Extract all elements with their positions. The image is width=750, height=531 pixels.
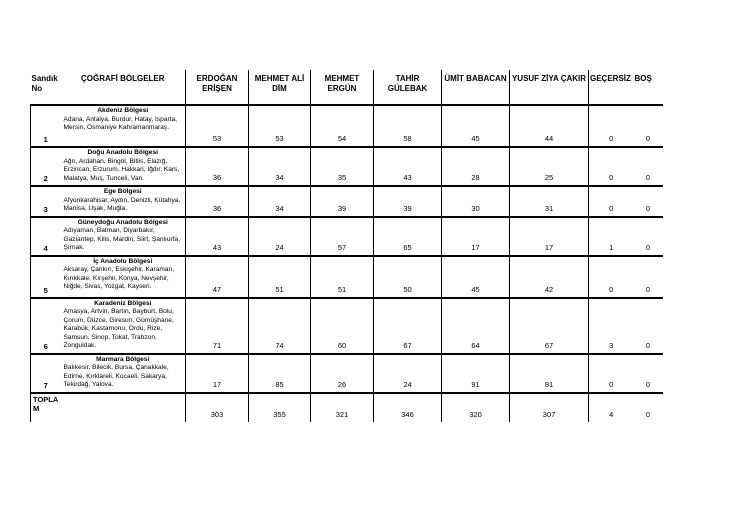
sandik-no-cell: 5 xyxy=(31,256,61,298)
header-cell-candidate-3: MEHMET ERGÜN xyxy=(311,70,374,105)
total-value-cell: 303 xyxy=(186,393,249,422)
gecersiz-value-cell: 0 xyxy=(589,354,634,393)
gecersiz-value-cell: 0 xyxy=(589,105,634,147)
vote-value-cell: 53 xyxy=(186,105,249,147)
vote-results-sheet xyxy=(30,70,663,422)
bos-value-cell: 0 xyxy=(634,105,663,147)
vote-value-cell: 44 xyxy=(510,105,589,147)
sandik-label-line2: No xyxy=(31,84,43,93)
vote-value-cell: 67 xyxy=(510,298,589,354)
region-cities: Ağrı, Ardahan, Bingöl, Bitlis, Elazığ, Erzincan, Erzurum, Hakkari, Iğdır, Kars, Malatya, Muş, Tunceli, Van. xyxy=(63,157,180,182)
sandik-no-cell: 2 xyxy=(31,147,61,186)
vote-value-cell: 53 xyxy=(249,105,311,147)
vote-value-cell: 39 xyxy=(374,186,442,217)
header-cell-gecersiz: GEÇERSİZ xyxy=(589,70,634,105)
table-row-region-7 xyxy=(31,354,663,393)
total-label: TOPLAM xyxy=(31,393,61,422)
sandik-no-cell: 3 xyxy=(31,186,61,217)
vote-value-cell: 91 xyxy=(442,354,510,393)
region-cities: Afyonkarahisar, Aydın, Denizli, Kütahya, Manisa, Uşak, Muğla. xyxy=(63,196,181,212)
header-cell-bos: BOŞ xyxy=(634,70,663,105)
vote-value-cell: 65 xyxy=(374,217,442,256)
sandik-no-cell: 1 xyxy=(31,105,61,147)
vote-value-cell: 58 xyxy=(374,105,442,147)
bos-value-cell: 0 xyxy=(634,186,663,217)
total-value-cell: 321 xyxy=(311,393,374,422)
bos-value-cell: 0 xyxy=(634,298,663,354)
vote-value-cell: 45 xyxy=(442,105,510,147)
header-cell-candidate-4: TAHİR GÜLEBAK xyxy=(374,70,442,105)
table-row-region-2 xyxy=(31,147,663,186)
bos-value-cell: 0 xyxy=(634,256,663,298)
vote-value-cell: 50 xyxy=(374,256,442,298)
table-row-region-3 xyxy=(31,186,663,217)
vote-value-cell: 36 xyxy=(186,186,249,217)
table-row-region-6 xyxy=(31,298,663,354)
gecersiz-value-cell: 0 xyxy=(589,256,634,298)
vote-value-cell: 17 xyxy=(442,217,510,256)
results-table xyxy=(30,70,663,422)
vote-value-cell: 17 xyxy=(510,217,589,256)
vote-value-cell: 74 xyxy=(249,298,311,354)
header-cell-candidate-2: MEHMET ALİ DİM xyxy=(249,70,311,105)
total-value-cell: 320 xyxy=(442,393,510,422)
vote-value-cell: 28 xyxy=(442,147,510,186)
vote-value-cell: 39 xyxy=(311,186,374,217)
total-bos-cell: 0 xyxy=(634,393,663,422)
gecersiz-value-cell: 0 xyxy=(589,147,634,186)
region-cell xyxy=(61,256,186,298)
sandik-label-line1: Sandık xyxy=(31,74,58,83)
table-header-row xyxy=(31,70,663,105)
region-cities: Adıyaman, Batman, Diyarbakır, Gaziantep, Kilis, Mardin, Siirt, Şanlıurfa, Şırnak. xyxy=(63,227,181,251)
vote-value-cell: 43 xyxy=(374,147,442,186)
table-row-total xyxy=(31,393,663,422)
region-title: İç Anadolu Bölgesi xyxy=(93,257,153,265)
vote-value-cell: 85 xyxy=(249,354,311,393)
region-title: Doğu Anadolu Bölgesi xyxy=(87,149,158,156)
vote-value-cell: 36 xyxy=(186,147,249,186)
vote-value-cell: 64 xyxy=(442,298,510,354)
vote-value-cell: 54 xyxy=(311,105,374,147)
gecersiz-value-cell: 0 xyxy=(589,186,634,217)
total-gecersiz-cell: 4 xyxy=(589,393,634,422)
total-empty-cell xyxy=(61,393,186,422)
vote-value-cell: 31 xyxy=(510,186,589,217)
header-cell-candidate-1: ERDOĞAN ERİŞEN xyxy=(186,70,249,105)
region-cell xyxy=(61,186,186,217)
table-row-region-1 xyxy=(31,105,663,147)
vote-value-cell: 24 xyxy=(374,354,442,393)
vote-value-cell: 35 xyxy=(311,147,374,186)
region-title: Ege Bölgesi xyxy=(103,188,142,195)
vote-value-cell: 43 xyxy=(186,217,249,256)
vote-value-cell: 47 xyxy=(186,256,249,298)
vote-value-cell: 34 xyxy=(249,186,311,217)
sandik-no-cell: 7 xyxy=(31,354,61,393)
header-cell-sandik-no xyxy=(31,70,61,105)
sandik-no-cell: 4 xyxy=(31,217,61,256)
vote-value-cell: 17 xyxy=(186,354,249,393)
gecersiz-value-cell: 1 xyxy=(589,217,634,256)
vote-value-cell: 26 xyxy=(311,354,374,393)
header-cell-candidate-5: ÜMİT BABACAN xyxy=(442,70,510,105)
vote-value-cell: 71 xyxy=(186,298,249,354)
vote-value-cell: 30 xyxy=(442,186,510,217)
gecersiz-value-cell: 3 xyxy=(589,298,634,354)
total-value-cell: 346 xyxy=(374,393,442,422)
region-title: Marmara Bölgesi xyxy=(96,355,150,363)
vote-value-cell: 25 xyxy=(510,147,589,186)
total-value-cell: 355 xyxy=(249,393,311,422)
region-title: Güneydoğu Anadolu Bölgesi xyxy=(77,218,168,226)
header-cell-bolgeler: ÇOĞRAFİ BÖLGELER xyxy=(61,70,186,105)
table-row-region-5 xyxy=(31,256,663,298)
region-cities: Balıkesir, Bilecik, Bursa, Çanakkale, Edirne, Kırklareli, Kocaeli, Sakarya, Tekirdağ, Yalova. xyxy=(63,364,169,388)
region-cell xyxy=(61,147,186,186)
region-title: Karadeniz Bölgesi xyxy=(94,299,152,307)
region-title: Akdeniz Bölgesi xyxy=(97,107,149,114)
header-cell-candidate-6: YUSUF ZİYA ÇAKIR xyxy=(510,70,589,105)
region-cell xyxy=(61,105,186,147)
vote-value-cell: 42 xyxy=(510,256,589,298)
vote-value-cell: 57 xyxy=(311,217,374,256)
vote-value-cell: 34 xyxy=(249,147,311,186)
vote-value-cell: 67 xyxy=(374,298,442,354)
region-cities: Aksaray, Çankırı, Eskişehir, Karaman, Kırıkkale, Kırşehir, Konya, Nevşehir, Niğde, Sivas, Yozgat, Kayseri. xyxy=(63,266,175,290)
vote-value-cell: 45 xyxy=(442,256,510,298)
vote-value-cell: 51 xyxy=(311,256,374,298)
total-value-cell: 307 xyxy=(510,393,589,422)
sandik-no-cell: 6 xyxy=(31,298,61,354)
region-cities: Amasya, Artvin, Bartın, Bayburt, Bolu, Çorum, Düzce, Giresun, Gümüşhane, Karabük, Kastamonu, Ordu, Rize, Samsun, Sinop, Tokat, Trabzon, Zonguldak. xyxy=(63,308,174,349)
bos-value-cell: 0 xyxy=(634,217,663,256)
region-cell xyxy=(61,217,186,256)
region-cities: Adana, Antalya, Burdur, Hatay, Isparta, Mersin, Osmaniye Kahramanmaraş. xyxy=(63,115,178,131)
vote-value-cell: 24 xyxy=(249,217,311,256)
vote-value-cell: 51 xyxy=(249,256,311,298)
vote-value-cell: 81 xyxy=(510,354,589,393)
region-cell xyxy=(61,298,186,354)
bos-value-cell: 0 xyxy=(634,147,663,186)
region-cell xyxy=(61,354,186,393)
bos-value-cell: 0 xyxy=(634,354,663,393)
table-row-region-4 xyxy=(31,217,663,256)
vote-value-cell: 60 xyxy=(311,298,374,354)
